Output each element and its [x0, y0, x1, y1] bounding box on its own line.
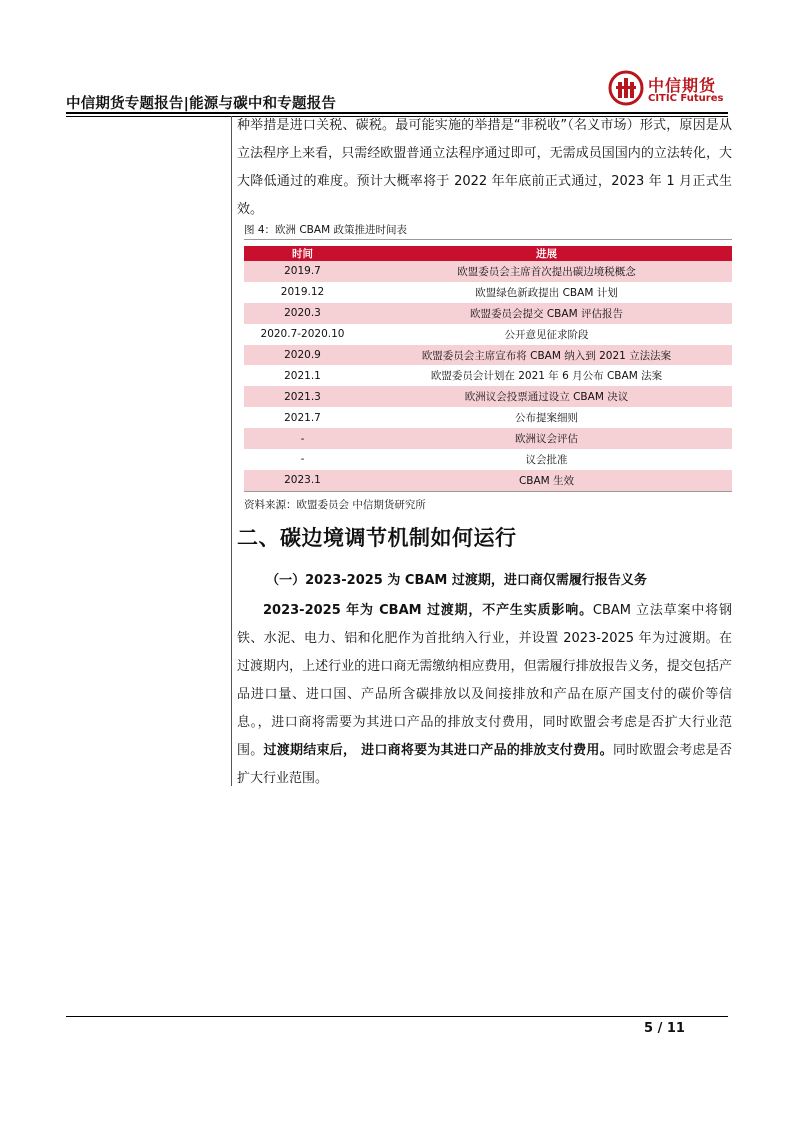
table-row	[244, 428, 732, 449]
section-heading: 二、碳边境调节机制如何运行	[237, 526, 517, 550]
table-row	[244, 365, 732, 386]
row-progress: 欧洲议会评估	[361, 428, 732, 449]
row-date: 2023.1	[244, 470, 361, 491]
column-header-progress: 进展	[361, 246, 732, 261]
row-progress: 欧盟绿色新政提出 CBAM 计划	[475, 286, 618, 299]
row-progress: 欧盟委员会主席首次提出碳边境税概念	[361, 261, 732, 282]
column-header-time: 时间	[244, 246, 361, 261]
row-date: 2020.7-2020.10	[260, 328, 345, 341]
row-date: 2021.1	[284, 369, 321, 382]
row-date: 2021.7	[284, 411, 321, 424]
table-row	[244, 324, 732, 345]
para-lead-bold: 2023-2025 年为 CBAM 过渡期，不产生实质影响。	[263, 603, 593, 618]
row-progress: 欧盟委员会提交 CBAM 评估报告	[361, 303, 732, 324]
row-progress: 议会批准	[525, 453, 568, 466]
table-row	[244, 261, 732, 282]
figure-top-rule	[244, 239, 732, 240]
footer-divider	[66, 1016, 728, 1017]
table-row	[244, 303, 732, 324]
sub-heading: （一）2023-2025 为 CBAM 过渡期，进口商仅需履行报告义务	[266, 573, 647, 588]
table-row	[244, 407, 732, 428]
page-number: 5 / 11	[644, 1021, 685, 1036]
row-date: 2021.3	[244, 386, 361, 407]
table-row	[244, 345, 732, 366]
row-date: 2020.3	[244, 303, 361, 324]
figure-caption: 图 4：欧洲 CBAM 政策推进时间表	[244, 224, 407, 236]
left-margin-rule	[231, 116, 232, 786]
row-progress: 欧盟委员会计划在 2021 年 6 月公布 CBAM 法案	[430, 370, 663, 383]
body-paragraph	[237, 597, 732, 793]
row-date: 2019.12	[280, 286, 325, 299]
cbam-timeline-table	[244, 246, 732, 491]
logo-text-en: CITIC Futures	[648, 93, 724, 104]
citic-logo	[608, 70, 728, 110]
citic-emblem-icon	[608, 70, 644, 106]
table-row	[244, 470, 732, 491]
para-end: 同时欧盟会考虑是否扩大行业范围。	[237, 743, 732, 786]
table-row	[244, 386, 732, 407]
row-date: -	[244, 428, 361, 449]
row-progress: 公开意见征求阶段	[504, 328, 589, 341]
row-progress: 欧洲议会投票通过设立 CBAM 决议	[361, 386, 732, 407]
report-header-title: 中信期货专题报告|能源与碳中和专题报告	[66, 96, 337, 112]
table-row	[244, 449, 732, 470]
logo-text-cn: 中信期货	[648, 76, 717, 95]
row-progress: CBAM 生效	[361, 470, 732, 491]
row-date: -	[300, 453, 305, 466]
table-header-row	[244, 246, 732, 261]
figure-bottom-rule	[244, 491, 732, 492]
row-date: 2019.7	[244, 261, 361, 282]
table-row	[244, 282, 732, 303]
intro-paragraph: 种举措是进口关税、碳税。最可能实施的举措是“非税收”（名义市场）形式，原因是从立法程序上来看，只需经欧盟普通立法程序通过即可，无需成员国国内的立法转化，大大降低通过的难度。预计大概率将于 2022 年年底前正式通过，2023 年 1 月正式生效。	[237, 118, 732, 217]
row-date: 2020.9	[244, 345, 361, 366]
row-progress: 公布提案细则	[515, 412, 578, 425]
row-progress: 欧盟委员会主席宣布将 CBAM 纳入到 2021 立法法案	[361, 345, 732, 366]
para-body: CBAM 立法草案中将钢铁、水泥、电力、铝和化肥作为首批纳入行业，并设置 2023-2025 年为过渡期。在过渡期内，上述行业的进口商无需缴纳相应费用，但需履行排放报告义务，提交包括产品进口量、进口国、产品所含碳排放以及间接排放和产品在原产国支付的碳价等信息。，进口商将需要为其进口产品的排放支付费用，同时欧盟会考虑是否扩大行业范围。	[237, 603, 732, 758]
para-bold-tail: 过渡期结束后， 进口商将要为其进口产品的排放支付费用。	[263, 743, 613, 758]
figure-source: 资料来源：欧盟委员会 中信期货研究所	[244, 499, 426, 511]
